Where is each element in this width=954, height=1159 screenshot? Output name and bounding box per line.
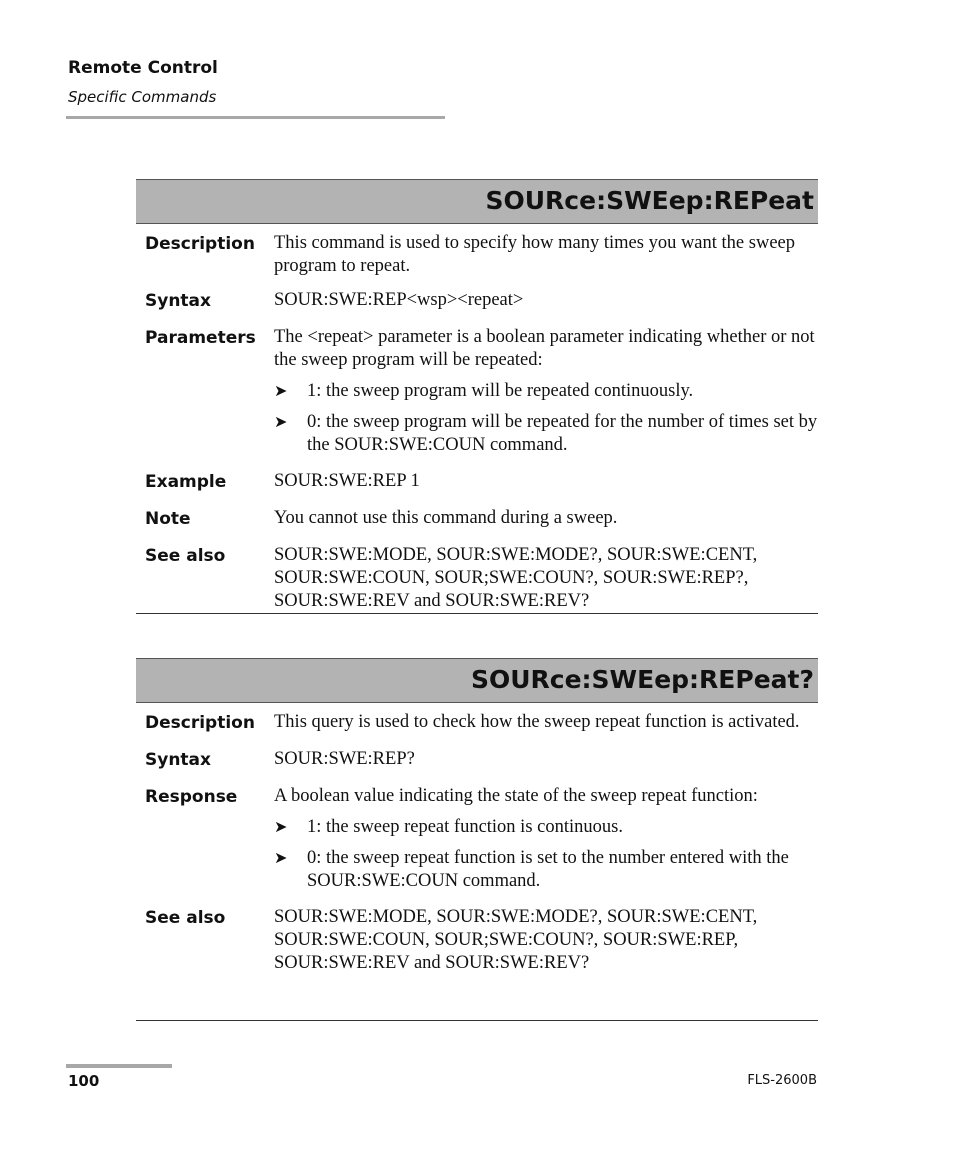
bullet-item: [274, 816, 818, 839]
response-text: A boolean value indicating the state of the sweep repeat function:: [274, 786, 758, 806]
description-text: This command is used to specify how many times you want the sweep program to repeat.: [274, 233, 795, 276]
page-number: 100: [68, 1072, 100, 1090]
command-title: SOURce:SWEep:REPeat?: [136, 658, 818, 703]
note-label: Note: [145, 509, 191, 529]
parameters-text: The <repeat> parameter is a boolean parameter indicating whether or not the sweep program will be repeated:: [274, 327, 815, 370]
arrow-bullet-icon: ➤: [274, 383, 288, 400]
see-also-row: [136, 544, 818, 613]
syntax-label: Syntax: [145, 291, 211, 311]
product-model: FLS-2600B: [747, 1073, 817, 1088]
bullet-text: 1: the sweep program will be repeated continuously.: [307, 381, 694, 401]
bullet-text: 0: the sweep program will be repeated for the number of times set by the SOUR:SWE:COUN command.: [307, 412, 818, 455]
bullet-text: 1: the sweep repeat function is continuous.: [307, 817, 623, 837]
syntax-text: SOUR:SWE:REP?: [274, 749, 415, 769]
syntax-row: [136, 289, 818, 313]
response-row: [136, 785, 818, 893]
bullet-item: [274, 380, 818, 403]
response-label: Response: [145, 787, 238, 807]
description-label: Description: [145, 713, 255, 733]
arrow-bullet-icon: ➤: [274, 414, 288, 431]
footer-rule: [66, 1064, 172, 1068]
description-row: [136, 232, 818, 278]
description-label: Description: [145, 234, 255, 254]
parameters-row: [136, 326, 818, 457]
command-block-repeat-query: [136, 658, 818, 1021]
example-label: Example: [145, 472, 227, 492]
header-subtitle: Specific Commands: [68, 88, 217, 106]
see-also-row: [136, 906, 818, 975]
description-row: [136, 711, 818, 735]
syntax-label: Syntax: [145, 750, 211, 770]
command-block-repeat: [136, 179, 818, 614]
arrow-bullet-icon: ➤: [274, 850, 288, 867]
syntax-text: SOUR:SWE:REP<wsp><repeat>: [274, 290, 524, 310]
syntax-row: [136, 748, 818, 772]
example-row: [136, 470, 818, 494]
bullet-item: [274, 847, 818, 893]
bullet-text: 0: the sweep repeat function is set to the number entered with the SOUR:SWE:COUN command.: [307, 848, 789, 891]
note-row: [136, 507, 818, 531]
see-also-label: See also: [145, 908, 226, 928]
header-title: Remote Control: [68, 58, 218, 78]
see-also-text: SOUR:SWE:MODE, SOUR:SWE:MODE?, SOUR:SWE:CENT, SOUR:SWE:COUN, SOUR;SWE:COUN?, SOUR:SWE:REP, SOUR:SWE:REV and SOUR:SWE:REV?: [274, 907, 758, 973]
parameters-label: Parameters: [145, 328, 256, 348]
command-title: SOURce:SWEep:REPeat: [136, 179, 818, 224]
header-rule: [66, 116, 445, 119]
example-text: SOUR:SWE:REP 1: [274, 471, 420, 491]
see-also-text: SOUR:SWE:MODE, SOUR:SWE:MODE?, SOUR:SWE:CENT, SOUR:SWE:COUN, SOUR;SWE:COUN?, SOUR:SWE:REP?, SOUR:SWE:REV and SOUR:SWE:REV?: [274, 545, 758, 611]
arrow-bullet-icon: ➤: [274, 819, 288, 836]
description-text: This query is used to check how the sweep repeat function is activated.: [274, 712, 800, 732]
bullet-item: [274, 411, 818, 457]
see-also-label: See also: [145, 546, 226, 566]
note-text: You cannot use this command during a sweep.: [274, 508, 618, 528]
